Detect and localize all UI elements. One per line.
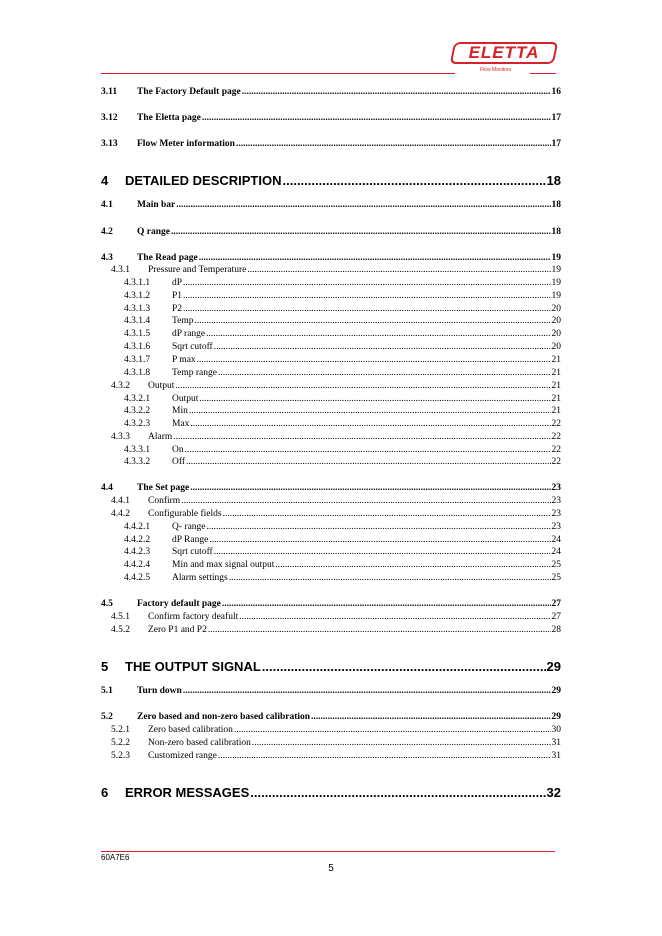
toc-entry-number: 5.2.3	[111, 751, 130, 761]
toc-entry[interactable]	[101, 738, 561, 748]
toc-entry-title: Configurable fields	[148, 509, 222, 519]
toc-entry[interactable]	[101, 253, 561, 263]
toc-entry-page: 25	[551, 560, 561, 570]
toc-entry-number: 4.3.1.2	[124, 291, 151, 301]
toc-leader-dots	[175, 381, 550, 391]
toc-entry-number: 4.5.2	[111, 625, 130, 635]
toc-leader-dots	[234, 725, 551, 735]
toc-entry[interactable]	[101, 725, 561, 735]
logo-text: ELETTA	[468, 43, 540, 62]
toc-entry-number: 3.11	[101, 87, 118, 97]
toc-entry-number: 5.2.2	[111, 738, 130, 748]
toc-entry[interactable]	[101, 509, 561, 519]
toc-entry-title: Confirm factory deafult	[148, 612, 239, 622]
toc-entry-title: Zero based and non-zero based calibration	[137, 712, 311, 722]
toc-entry-title: The Factory Default page	[137, 87, 241, 97]
toc-entry-number: 4	[101, 173, 109, 188]
toc-leader-dots	[206, 329, 550, 339]
toc-entry-page: 23	[551, 483, 561, 493]
toc-leader-dots	[229, 573, 551, 583]
toc-entry-number: 4.3.1.8	[124, 368, 151, 378]
toc-entry[interactable]	[101, 560, 561, 570]
toc-entry-number: 4.1	[101, 200, 113, 210]
toc-entry-page: 32	[546, 785, 561, 800]
toc-entry-page: 20	[551, 342, 561, 352]
toc-entry-title: The Set page	[137, 483, 190, 493]
toc-entry-page: 29	[551, 686, 561, 696]
toc-entry-title: THE OUTPUT SIGNAL	[125, 659, 261, 674]
toc-entry-title: Output	[172, 394, 199, 404]
toc-entry-page: 21	[551, 406, 561, 416]
toc-leader-dots	[173, 432, 550, 442]
toc-entry[interactable]	[101, 612, 561, 622]
toc-entry-title: Off	[172, 457, 186, 467]
toc-leader-dots	[208, 625, 551, 635]
toc-entry[interactable]	[101, 419, 561, 429]
toc-entry-page: 21	[551, 394, 561, 404]
toc-leader-dots	[283, 173, 546, 188]
toc-leader-dots	[199, 253, 551, 263]
toc-entry[interactable]	[101, 406, 561, 416]
toc-leader-dots	[214, 547, 551, 557]
toc-entry-page: 18	[551, 200, 561, 210]
logo-tagline: Flow Monitors	[480, 67, 512, 73]
toc-entry-number: 4.2	[101, 227, 113, 237]
toc-leader-dots	[262, 659, 546, 674]
toc-entry-page: 21	[551, 355, 561, 365]
toc-leader-dots	[183, 291, 550, 301]
footer-rule	[101, 851, 555, 852]
toc-entry-title: Q range	[137, 227, 170, 237]
toc-entry-title: Main bar	[137, 200, 176, 210]
toc-entry[interactable]	[101, 751, 561, 761]
toc-leader-dots	[197, 355, 551, 365]
toc-entry-page: 18	[551, 227, 561, 237]
toc-entry-number: 4.3.1.4	[124, 316, 151, 326]
toc-entry[interactable]	[101, 139, 561, 149]
toc-entry-number: 4.4.2	[111, 509, 130, 519]
toc-entry-page: 23	[551, 509, 561, 519]
toc-entry[interactable]	[101, 87, 561, 97]
toc-entry-page: 22	[551, 419, 561, 429]
toc-entry[interactable]	[101, 712, 561, 722]
toc-entry-number: 4.4	[101, 483, 113, 493]
toc-leader-dots	[195, 316, 551, 326]
toc-entry-title: Output	[148, 381, 175, 391]
toc-leader-dots	[247, 265, 550, 275]
toc-leader-dots	[202, 113, 551, 123]
toc-entry[interactable]	[101, 355, 561, 365]
toc-entry-number: 5.2.1	[111, 725, 130, 735]
toc-entry[interactable]	[101, 278, 561, 288]
toc-entry-page: 19	[551, 291, 561, 301]
toc-entry-number: 4.3.3	[111, 432, 130, 442]
toc-entry-page: 31	[551, 751, 561, 761]
toc-leader-dots	[207, 522, 551, 532]
toc-entry-number: 4.3.1.1	[124, 278, 151, 288]
toc-entry[interactable]	[101, 522, 561, 532]
toc-leader-dots	[183, 278, 550, 288]
header-rule	[101, 73, 455, 74]
toc-entry-title: Customized range	[148, 751, 217, 761]
toc-entry-page: 22	[551, 432, 561, 442]
toc-entry-title: Confirm	[148, 496, 181, 506]
toc-entry[interactable]	[101, 200, 561, 210]
toc-entry-title: ERROR MESSAGES	[125, 785, 250, 800]
toc-entry[interactable]	[101, 368, 561, 378]
toc-entry[interactable]	[101, 342, 561, 352]
toc-entry-number: 6	[101, 785, 109, 800]
toc-entry[interactable]	[101, 329, 561, 339]
toc-entry-number: 4.4.1	[111, 496, 130, 506]
toc-entry[interactable]	[101, 265, 561, 275]
toc-entry-title: The Eletta page	[137, 113, 201, 123]
toc-entry-title: Non-zero based calibration	[148, 738, 251, 748]
toc-entry-number: 4.3.3.1	[124, 445, 151, 455]
toc-entry-page: 27	[551, 612, 561, 622]
toc-entry-title: Factory default page	[137, 599, 221, 609]
toc-entry-page: 19	[551, 253, 561, 263]
toc-leader-dots	[176, 200, 550, 210]
toc-entry-page: 24	[551, 547, 561, 557]
toc-entry-number: 4.4.2.4	[124, 560, 151, 570]
toc-entry-page: 30	[551, 725, 561, 735]
toc-entry-page: 28	[551, 625, 561, 635]
toc-entry-title: Sqrt cutoff	[172, 342, 213, 352]
toc-entry-title: Sqrt cutoff	[172, 547, 213, 557]
toc-entry[interactable]	[101, 659, 561, 674]
toc-entry-number: 4.3.1.7	[124, 355, 151, 365]
toc-entry-title: Min and max signal output	[172, 560, 275, 570]
toc-entry-number: 4.3.2.3	[124, 419, 151, 429]
toc-leader-dots	[275, 560, 550, 570]
toc-entry-page: 16	[551, 87, 561, 97]
toc-leader-dots	[250, 785, 545, 800]
toc-entry-title: Max	[172, 419, 190, 429]
toc-leader-dots	[218, 368, 551, 378]
toc-entry-title: Flow Meter information	[137, 139, 235, 149]
toc-entry-title: DETAILED DESCRIPTION	[125, 173, 282, 188]
toc-leader-dots	[218, 751, 551, 761]
toc-entry[interactable]	[101, 304, 561, 314]
toc-entry[interactable]	[101, 113, 561, 123]
toc-entry[interactable]	[101, 483, 561, 493]
toc-entry-number: 4.3.2	[111, 381, 130, 391]
toc-entry-number: 4.4.2.1	[124, 522, 151, 532]
toc-entry-number: 4.5	[101, 599, 113, 609]
toc-entry[interactable]	[101, 547, 561, 557]
page-number: 5	[328, 863, 334, 874]
toc-entry-page: 19	[551, 278, 561, 288]
toc-entry[interactable]	[101, 686, 561, 696]
toc-entry-number: 3.12	[101, 113, 118, 123]
toc-entry-page: 23	[551, 522, 561, 532]
toc-entry-page: 20	[551, 329, 561, 339]
toc-leader-dots	[199, 394, 550, 404]
toc-entry-number: 5	[101, 659, 109, 674]
toc-entry[interactable]	[101, 599, 561, 609]
toc-entry-number: 4.3.2.1	[124, 394, 151, 404]
toc-entry-number: 4.3	[101, 253, 113, 263]
toc-entry-number: 4.3.1.6	[124, 342, 151, 352]
toc-entry-title: Turn down	[137, 686, 182, 696]
toc-entry[interactable]	[101, 173, 561, 188]
toc-leader-dots	[189, 406, 551, 416]
toc-entry[interactable]	[101, 316, 561, 326]
toc-entry-number: 4.3.3.2	[124, 457, 151, 467]
toc-leader-dots	[214, 342, 551, 352]
toc-leader-dots	[222, 599, 551, 609]
toc-entry-title: dP	[172, 278, 183, 288]
toc-leader-dots	[311, 712, 550, 722]
toc-leader-dots	[223, 509, 551, 519]
toc-entry-number: 4.3.1.5	[124, 329, 151, 339]
toc-entry-number: 4.3.2.2	[124, 406, 151, 416]
toc-leader-dots	[171, 227, 551, 237]
toc-entry[interactable]	[101, 445, 561, 455]
toc-entry-title: dP Range	[172, 535, 209, 545]
toc-entry-title: Pressure and Temperature	[148, 265, 247, 275]
toc-entry-title: dP range	[172, 329, 206, 339]
toc-entry-title: Zero based calibration	[148, 725, 233, 735]
toc-entry[interactable]	[101, 457, 561, 467]
toc-leader-dots	[239, 612, 550, 622]
toc-entry[interactable]	[101, 381, 561, 391]
toc-entry-title: Temp	[172, 316, 194, 326]
toc-leader-dots	[185, 445, 551, 455]
toc-entry-page: 22	[551, 457, 561, 467]
toc-entry-page: 25	[551, 573, 561, 583]
toc-entry[interactable]	[101, 573, 561, 583]
toc-entry-title: Zero P1 and P2	[148, 625, 207, 635]
toc-entry-number: 5.2	[101, 712, 113, 722]
toc-entry-page: 29	[546, 659, 561, 674]
toc-entry-page: 23	[551, 496, 561, 506]
toc-entry-page: 19	[551, 265, 561, 275]
toc-leader-dots	[252, 738, 551, 748]
toc-entry-number: 4.4.2.2	[124, 535, 151, 545]
toc-entry[interactable]	[101, 625, 561, 635]
toc-leader-dots	[242, 87, 551, 97]
toc-entry[interactable]	[101, 785, 561, 800]
toc-leader-dots	[236, 139, 551, 149]
toc-entry[interactable]	[101, 432, 561, 442]
toc-entry-title: Temp range	[172, 368, 217, 378]
toc-entry-title: Alarm	[148, 432, 173, 442]
toc-leader-dots	[190, 483, 550, 493]
toc-entry-title: Min	[172, 406, 188, 416]
toc-entry-page: 17	[551, 139, 561, 149]
toc-entry-number: 5.1	[101, 686, 113, 696]
toc-leader-dots	[190, 419, 550, 429]
toc-entry-number: 4.5.1	[111, 612, 130, 622]
toc-entry-title: Alarm settings	[172, 573, 228, 583]
toc-entry-page: 29	[551, 712, 561, 722]
toc-entry-page: 27	[551, 599, 561, 609]
toc-entry-page: 20	[551, 304, 561, 314]
toc-entry-page: 22	[551, 445, 561, 455]
header-rule-right	[530, 73, 556, 74]
toc-entry[interactable]	[101, 227, 561, 237]
toc-entry-title: P2	[172, 304, 183, 314]
toc-entry[interactable]	[101, 291, 561, 301]
toc-entry-title: Q- range	[172, 522, 206, 532]
toc-leader-dots	[209, 535, 550, 545]
toc-leader-dots	[183, 686, 551, 696]
toc-entry-title: P max	[172, 355, 196, 365]
toc-entry-page: 20	[551, 316, 561, 326]
toc-entry-number: 4.4.2.3	[124, 547, 151, 557]
toc-entry-page: 21	[551, 381, 561, 391]
toc-entry-page: 21	[551, 368, 561, 378]
toc-leader-dots	[183, 304, 550, 314]
toc-entry-title: P1	[172, 291, 183, 301]
toc-entry-number: 4.3.1.3	[124, 304, 151, 314]
toc-entry-title: The Read page	[137, 253, 198, 263]
toc-entry-page: 31	[551, 738, 561, 748]
toc-entry-page: 24	[551, 535, 561, 545]
toc-entry-title: On	[172, 445, 184, 455]
eletta-logo	[452, 42, 556, 76]
toc-entry-number: 3.13	[101, 139, 118, 149]
toc-entry[interactable]	[101, 496, 561, 506]
toc-entry[interactable]	[101, 535, 561, 545]
toc-entry-page: 17	[551, 113, 561, 123]
toc-entry-number: 4.3.1	[111, 265, 130, 275]
document-id: 60A7E6	[101, 853, 130, 862]
toc-leader-dots	[181, 496, 550, 506]
toc-entry-page: 18	[546, 173, 561, 188]
toc-entry[interactable]	[101, 394, 561, 404]
toc-entry-number: 4.4.2.5	[124, 573, 151, 583]
toc-leader-dots	[186, 457, 550, 467]
